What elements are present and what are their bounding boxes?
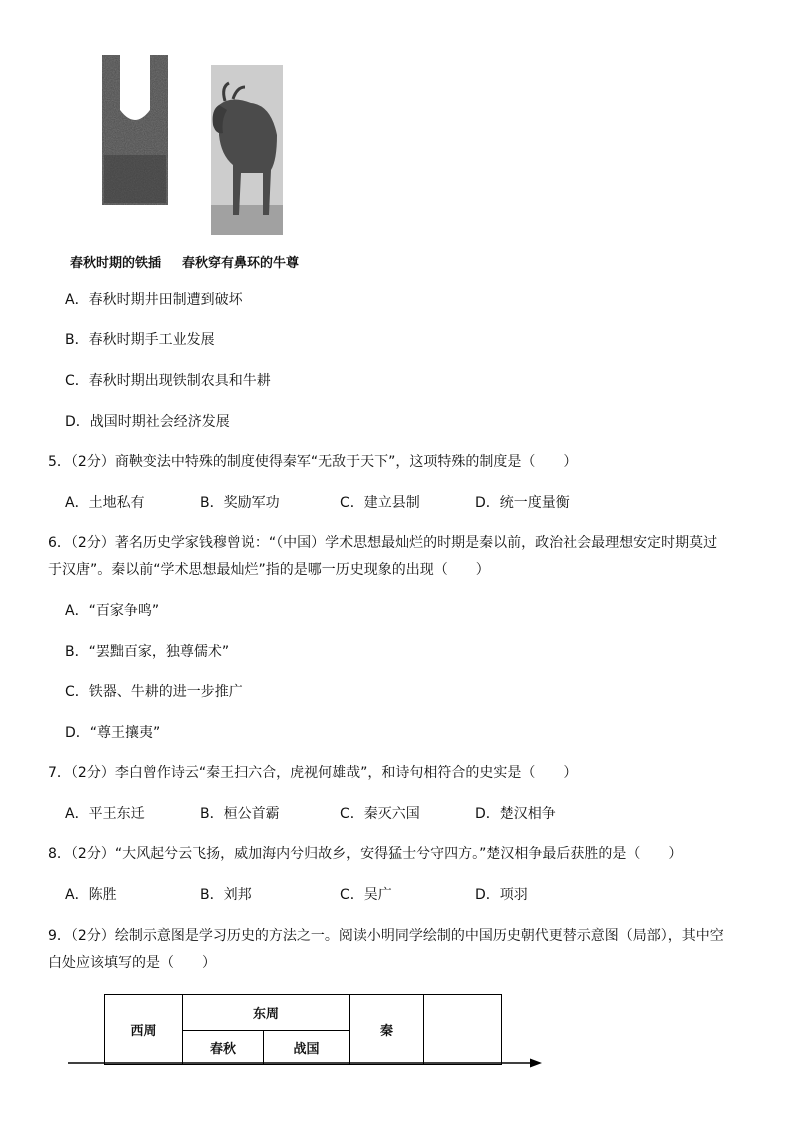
q5-stem: 5．（2分）商鞅变法中特殊的制度使得秦军“无敌于天下”，这项特殊的制度是（ ）: [48, 454, 578, 470]
q9-stem-line2: 白处应该填写的是（ ）: [48, 955, 216, 971]
q6-option-d: D．“尊王攘夷”: [65, 725, 161, 741]
q8-stem: 8．（2分）“大风起兮云飞扬，威加海内兮归故乡，安得猛士兮守四方。”楚汉相争最后获胜的是（ ）: [48, 846, 683, 862]
q5-option-d: D．统一度量衡: [475, 495, 570, 511]
ox-zun-image: [211, 65, 283, 235]
q8-option-c: C．吴广: [340, 887, 392, 903]
q8-option-b: B．刘邦: [200, 887, 252, 903]
q7-option-d: D．楚汉相争: [475, 806, 556, 822]
q6-option-a: A．“百家争鸣”: [65, 603, 160, 619]
q4-option-a: A．春秋时期井田制遭到破坏: [65, 292, 243, 308]
timeline-xizhou: 西周: [130, 1024, 157, 1039]
timeline-zhanguo: 战国: [293, 1042, 320, 1057]
q6-option-c: C．铁器、牛耕的进一步推广: [65, 684, 243, 700]
q8-option-d: D．项羽: [475, 887, 528, 903]
timeline-arrow: [68, 1057, 544, 1069]
timeline-dongzhou: 东周: [252, 1007, 279, 1022]
q4-option-c: C．春秋时期出现铁制农具和牛耕: [65, 373, 271, 389]
figure-caption-left: 春秋时期的铁插: [70, 256, 162, 271]
timeline-qin: 秦: [379, 1024, 393, 1039]
q5-option-b: B．奖励军功: [200, 495, 280, 511]
figure-caption-right: 春秋穿有鼻环的牛尊: [182, 256, 300, 271]
q6-stem-line1: 6．（2分）著名历史学家钱穆曾说：“（中国）学术思想最灿烂的时期是秦以前，政治社会最理想安定时期莫过: [48, 535, 718, 551]
q5-option-a: A．土地私有: [65, 495, 145, 511]
q7-option-a: A．平王东迁: [65, 806, 145, 822]
q7-option-b: B．桓公首霸: [200, 806, 280, 822]
q4-option-b: B．春秋时期手工业发展: [65, 332, 215, 348]
q8-option-a: A．陈胜: [65, 887, 117, 903]
q6-stem-line2: 于汉唐”。秦以前“学术思想最灿烂”指的是哪一历史现象的出现（ ）: [48, 562, 490, 578]
timeline-blank-cell: [424, 995, 500, 1064]
iron-spade-image: [100, 55, 170, 210]
q6-option-b: B．“罢黜百家，独尊儒术”: [65, 644, 230, 660]
timeline-chunqiu: 春秋: [209, 1042, 236, 1057]
q4-option-d: D．战国时期社会经济发展: [65, 414, 230, 430]
q5-option-c: C．建立县制: [340, 495, 420, 511]
q7-option-c: C．秦灭六国: [340, 806, 420, 822]
q9-stem-line1: 9．（2分）绘制示意图是学习历史的方法之一。阅读小明同学绘制的中国历史朝代更替示意图（局部），其中空: [48, 928, 724, 944]
q7-stem: 7．（2分）李白曾作诗云“秦王扫六合，虎视何雄哉”，和诗句相符合的史实是（ ）: [48, 765, 578, 781]
